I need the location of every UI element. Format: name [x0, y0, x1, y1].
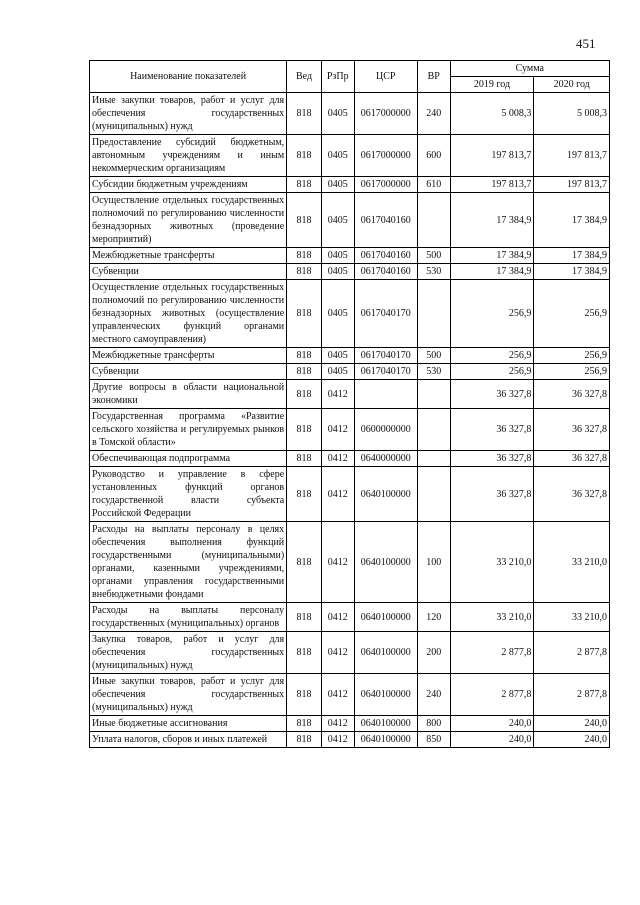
row-sum-2020: 33 210,0: [534, 522, 610, 603]
row-vr: 850: [417, 732, 450, 748]
header-ved: Вед: [287, 61, 322, 93]
table-row: [90, 364, 610, 380]
row-sum-2019: 36 327,8: [450, 451, 534, 467]
row-ved: 818: [287, 264, 322, 280]
row-csr: 0617040170: [354, 364, 417, 380]
row-csr: 0640100000: [354, 674, 417, 716]
row-rzpr: 0405: [321, 280, 354, 348]
row-csr: 0617000000: [354, 135, 417, 177]
row-name: Расходы на выплаты персоналу государственных (муниципальных) органов: [90, 603, 287, 632]
row-rzpr: 0405: [321, 93, 354, 135]
row-csr: 0617040160: [354, 193, 417, 248]
row-name: Осуществление отдельных государственных полномочий по регулированию численности безнадзорных животных (осуществление управленческих функций органами местного самоуправления): [90, 280, 287, 348]
row-sum-2019: 240,0: [450, 716, 534, 732]
row-sum-2019: 17 384,9: [450, 193, 534, 248]
row-vr: 610: [417, 177, 450, 193]
row-name: Расходы на выплаты персоналу в целях обеспечения выполнения функций государственными (муниципальными) органами, казенными учреждениями, органами управления государственными внебюджетными фондами: [90, 522, 287, 603]
table-row: [90, 193, 610, 248]
row-ved: 818: [287, 135, 322, 177]
row-rzpr: 0412: [321, 380, 354, 409]
table-row: [90, 467, 610, 522]
row-vr: 800: [417, 716, 450, 732]
table-row: [90, 632, 610, 674]
header-2019: 2019 год: [450, 77, 534, 93]
row-name: Уплата налогов, сборов и иных платежей: [90, 732, 287, 748]
table-row: [90, 603, 610, 632]
row-rzpr: 0405: [321, 193, 354, 248]
row-name: Закупка товаров, работ и услуг для обеспечения государственных (муниципальных) нужд: [90, 632, 287, 674]
row-name: Другие вопросы в области национальной экономики: [90, 380, 287, 409]
row-sum-2020: 17 384,9: [534, 248, 610, 264]
row-vr: 100: [417, 522, 450, 603]
row-name: Осуществление отдельных государственных полномочий по регулированию численности безнадзорных животных (проведение мероприятий): [90, 193, 287, 248]
table-row: [90, 348, 610, 364]
row-vr: [417, 280, 450, 348]
row-ved: 818: [287, 451, 322, 467]
row-name: Иные закупки товаров, работ и услуг для обеспечения государственных (муниципальных) нужд: [90, 674, 287, 716]
table-row: [90, 674, 610, 716]
row-vr: 600: [417, 135, 450, 177]
row-vr: [417, 193, 450, 248]
table-row: [90, 451, 610, 467]
row-sum-2020: 36 327,8: [534, 380, 610, 409]
row-csr: 0640100000: [354, 732, 417, 748]
header-2020: 2020 год: [534, 77, 610, 93]
row-rzpr: 0405: [321, 264, 354, 280]
row-name: Субсидии бюджетным учреждениям: [90, 177, 287, 193]
header-csr: ЦСР: [354, 61, 417, 93]
row-csr: 0640100000: [354, 467, 417, 522]
table-row: [90, 248, 610, 264]
row-name: Обеспечивающая подпрограмма: [90, 451, 287, 467]
row-ved: 818: [287, 93, 322, 135]
row-ved: 818: [287, 193, 322, 248]
row-sum-2019: 2 877,8: [450, 632, 534, 674]
row-ved: 818: [287, 632, 322, 674]
table-body: [90, 93, 610, 748]
row-vr: [417, 467, 450, 522]
row-sum-2020: 36 327,8: [534, 467, 610, 522]
row-vr: 530: [417, 264, 450, 280]
row-ved: 818: [287, 732, 322, 748]
row-vr: [417, 380, 450, 409]
row-sum-2020: 36 327,8: [534, 409, 610, 451]
row-sum-2019: 33 210,0: [450, 603, 534, 632]
row-csr: 0617040170: [354, 348, 417, 364]
row-sum-2020: 2 877,8: [534, 632, 610, 674]
row-csr: 0640100000: [354, 632, 417, 674]
header-rzpr: РзПр: [321, 61, 354, 93]
row-rzpr: 0412: [321, 603, 354, 632]
row-ved: 818: [287, 364, 322, 380]
table-row: [90, 732, 610, 748]
row-sum-2020: 36 327,8: [534, 451, 610, 467]
row-name: Межбюджетные трансферты: [90, 348, 287, 364]
row-ved: 818: [287, 603, 322, 632]
row-ved: 818: [287, 348, 322, 364]
row-rzpr: 0412: [321, 716, 354, 732]
row-ved: 818: [287, 380, 322, 409]
row-name: Межбюджетные трансферты: [90, 248, 287, 264]
row-csr: 0617000000: [354, 93, 417, 135]
table-header: [90, 61, 610, 93]
row-name: Субвенции: [90, 264, 287, 280]
row-rzpr: 0412: [321, 674, 354, 716]
row-name: Предоставление субсидий бюджетным, автономным учреждениям и иным некоммерческим организациям: [90, 135, 287, 177]
row-sum-2020: 256,9: [534, 348, 610, 364]
row-sum-2020: 2 877,8: [534, 674, 610, 716]
row-sum-2019: 2 877,8: [450, 674, 534, 716]
row-vr: 240: [417, 93, 450, 135]
row-sum-2020: 5 008,3: [534, 93, 610, 135]
row-rzpr: 0405: [321, 248, 354, 264]
row-sum-2020: 197 813,7: [534, 135, 610, 177]
row-csr: 0617000000: [354, 177, 417, 193]
row-ved: 818: [287, 467, 322, 522]
row-sum-2019: 256,9: [450, 348, 534, 364]
header-vr: ВР: [417, 61, 450, 93]
row-name: Государственная программа «Развитие сельского хозяйства и регулируемых рынков в Томской области»: [90, 409, 287, 451]
row-sum-2020: 33 210,0: [534, 603, 610, 632]
row-ved: 818: [287, 674, 322, 716]
row-ved: 818: [287, 280, 322, 348]
row-sum-2020: 256,9: [534, 280, 610, 348]
row-sum-2019: 36 327,8: [450, 409, 534, 451]
row-sum-2020: 240,0: [534, 732, 610, 748]
row-vr: 200: [417, 632, 450, 674]
row-vr: 240: [417, 674, 450, 716]
row-sum-2019: 197 813,7: [450, 177, 534, 193]
row-sum-2019: 17 384,9: [450, 264, 534, 280]
table-row: [90, 716, 610, 732]
budget-table: [89, 60, 610, 748]
row-name: Руководство и управление в сфере установленных функций органов государственной власти субъекта Российской Федерации: [90, 467, 287, 522]
header-name: Наименование показателей: [90, 61, 287, 93]
page-number: 451: [576, 36, 596, 51]
row-csr: 0617040170: [354, 280, 417, 348]
row-csr: [354, 380, 417, 409]
row-name: Иные бюджетные ассигнования: [90, 716, 287, 732]
row-csr: 0640000000: [354, 451, 417, 467]
table-row: [90, 264, 610, 280]
table-row: [90, 93, 610, 135]
row-sum-2019: 256,9: [450, 280, 534, 348]
row-ved: 818: [287, 409, 322, 451]
row-sum-2019: 197 813,7: [450, 135, 534, 177]
row-rzpr: 0412: [321, 451, 354, 467]
row-sum-2020: 197 813,7: [534, 177, 610, 193]
table-row: [90, 522, 610, 603]
row-csr: 0617040160: [354, 248, 417, 264]
row-sum-2019: 5 008,3: [450, 93, 534, 135]
row-ved: 818: [287, 177, 322, 193]
row-rzpr: 0405: [321, 348, 354, 364]
row-ved: 818: [287, 716, 322, 732]
row-rzpr: 0412: [321, 409, 354, 451]
row-name: Иные закупки товаров, работ и услуг для обеспечения государственных (муниципальных) нужд: [90, 93, 287, 135]
row-name: Субвенции: [90, 364, 287, 380]
row-rzpr: 0412: [321, 732, 354, 748]
row-vr: 120: [417, 603, 450, 632]
row-csr: 0640100000: [354, 522, 417, 603]
row-sum-2019: 17 384,9: [450, 248, 534, 264]
row-sum-2020: 17 384,9: [534, 264, 610, 280]
row-sum-2020: 17 384,9: [534, 193, 610, 248]
row-vr: 500: [417, 348, 450, 364]
row-rzpr: 0412: [321, 632, 354, 674]
row-sum-2020: 256,9: [534, 364, 610, 380]
row-csr: 0617040160: [354, 264, 417, 280]
row-sum-2020: 240,0: [534, 716, 610, 732]
row-ved: 818: [287, 248, 322, 264]
row-vr: [417, 409, 450, 451]
row-ved: 818: [287, 522, 322, 603]
table-row: [90, 409, 610, 451]
row-sum-2019: 256,9: [450, 364, 534, 380]
row-sum-2019: 36 327,8: [450, 380, 534, 409]
header-sum: Сумма: [450, 61, 609, 77]
row-vr: [417, 451, 450, 467]
table-row: [90, 177, 610, 193]
table-row: [90, 280, 610, 348]
table-row: [90, 135, 610, 177]
table-row: [90, 380, 610, 409]
row-sum-2019: 33 210,0: [450, 522, 534, 603]
row-rzpr: 0405: [321, 135, 354, 177]
row-csr: 0640100000: [354, 716, 417, 732]
row-csr: 0600000000: [354, 409, 417, 451]
row-sum-2019: 36 327,8: [450, 467, 534, 522]
row-csr: 0640100000: [354, 603, 417, 632]
row-rzpr: 0405: [321, 364, 354, 380]
row-rzpr: 0405: [321, 177, 354, 193]
row-rzpr: 0412: [321, 522, 354, 603]
row-vr: 500: [417, 248, 450, 264]
row-rzpr: 0412: [321, 467, 354, 522]
row-sum-2019: 240,0: [450, 732, 534, 748]
row-vr: 530: [417, 364, 450, 380]
